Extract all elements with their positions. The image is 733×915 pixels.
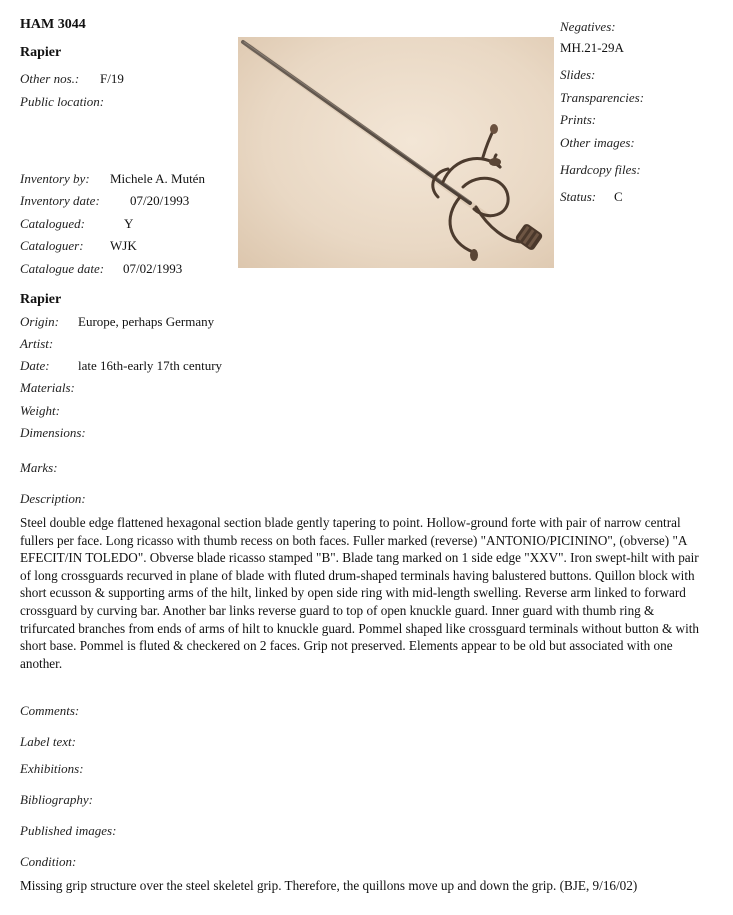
exhibitions-label: Exhibitions: (20, 761, 84, 776)
detail-name: Rapier (20, 292, 62, 307)
catalogue-date-label: Catalogue date: (20, 261, 105, 276)
other-nos-label: Other nos.: (20, 71, 80, 86)
origin-label: Origin: (20, 314, 59, 329)
inventory-by-label: Inventory by: (20, 171, 90, 186)
catalogue-date-value: 07/02/1993 (123, 261, 183, 276)
prints-label: Prints: (560, 112, 597, 127)
rapier-photo (238, 37, 554, 268)
rapier-illustration (238, 37, 554, 268)
catalogued-label: Catalogued: (20, 216, 85, 231)
condition-text: Missing grip structure over the steel skeletel grip. Therefore, the quillons move up and down the grip. (BJE, 9/16/02) (20, 878, 638, 893)
marks-label: Marks: (20, 460, 58, 475)
status-value: C (614, 189, 623, 204)
negatives-label: Negatives: (560, 19, 616, 34)
weight-label: Weight: (20, 403, 60, 418)
description-text: Steel double edge flattened hexagonal section blade gently tapering to point. Hollow-ground forte with pair of narrow central fullers per face. Long ricasso with thumb recess on both faces. Fuller marked (reverse) "ANTONIO/PICININO", (obverse) "A EFECIT/IN TOLEDO". Obverse blade ricasso stamped "B". Blade tang marked on 1 side edge "XXV". Iron swept-hilt with pair of long crossguards recurved in plane of blade with fluted drum-shaped terminals having balustered buttons. Quillon block with short ecusson & supporting arms of the hilt, linked by open side ring with mid-length swelling. Reverse arm linked to forward crossguard by curving bar. Another bar links reverse guard to top of open knuckle guard. Inner guard with thumb ring & trifurcated branches from ends of arms of hilt to knuckle guard. Pommel shaped like crossguard terminals without button & with short base. Pommel is fluted & checkered on 2 faces. Grip not preserved. Elements appear to be old but associated with one another. (20, 515, 700, 671)
negatives-value: MH.21-29A (560, 40, 624, 55)
origin-value: Europe, perhaps Germany (78, 314, 215, 329)
inventory-by-value: Michele A. Mutén (110, 171, 205, 186)
date-value: late 16th-early 17th century (78, 358, 223, 373)
materials-label: Materials: (20, 380, 75, 395)
inventory-date-label: Inventory date: (20, 193, 100, 208)
other-nos-value: F/19 (100, 71, 124, 86)
hardcopy-files-label: Hardcopy files: (560, 162, 641, 177)
inventory-date-value: 07/20/1993 (130, 193, 190, 208)
dimensions-label: Dimensions: (20, 425, 86, 440)
record-id: HAM 3044 (20, 17, 86, 32)
cataloguer-value: WJK (110, 238, 137, 253)
label-text-label: Label text: (20, 734, 76, 749)
status-label: Status: (560, 189, 597, 204)
other-images-label: Other images: (560, 135, 635, 150)
cataloguer-label: Cataloguer: (20, 238, 84, 253)
public-location-label: Public location: (20, 94, 105, 109)
catalogued-value: Y (124, 216, 134, 231)
date-label: Date: (20, 358, 50, 373)
comments-label: Comments: (20, 703, 80, 718)
artist-label: Artist: (20, 336, 54, 351)
condition-label: Condition: (20, 854, 77, 869)
object-title: Rapier (20, 45, 62, 60)
description-label: Description: (20, 491, 86, 506)
slides-label: Slides: (560, 67, 596, 82)
bibliography-label: Bibliography: (20, 792, 93, 807)
published-images-label: Published images: (20, 823, 117, 838)
transparencies-label: Transparencies: (560, 90, 645, 105)
